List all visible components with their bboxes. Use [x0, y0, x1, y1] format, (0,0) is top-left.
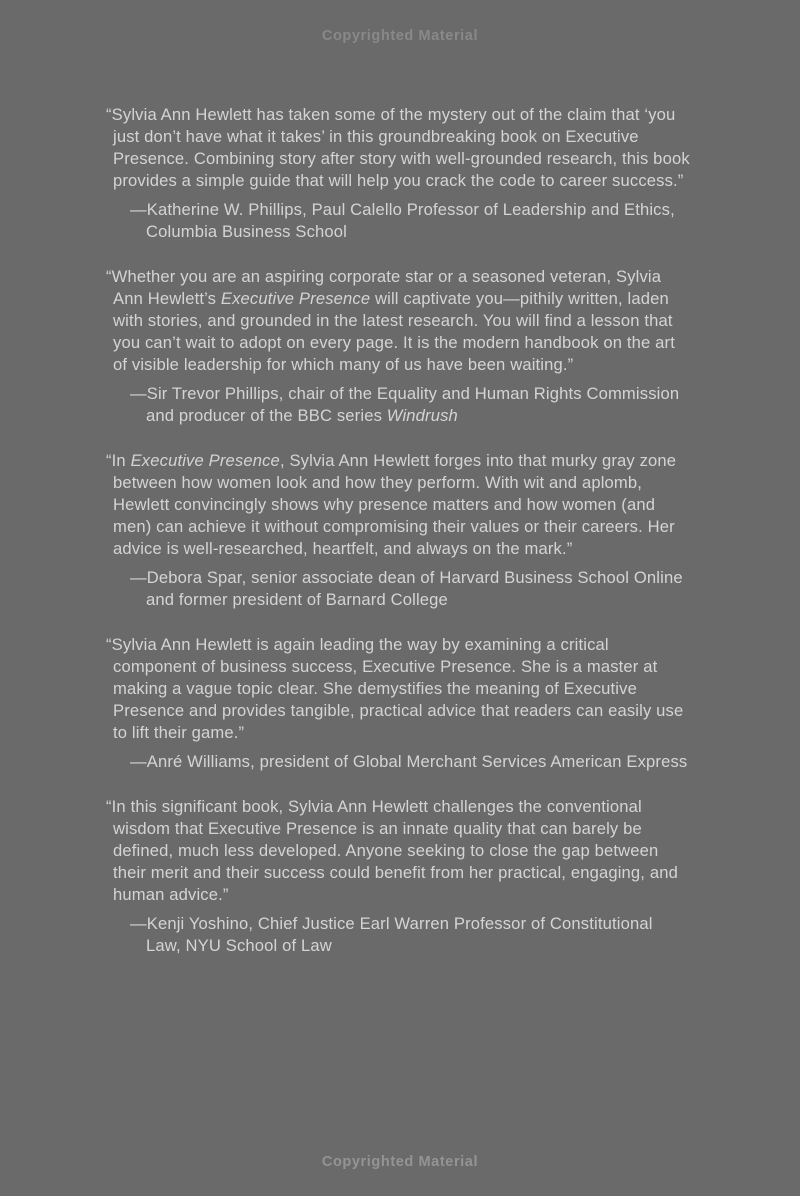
quote-segment: “Sylvia Ann Hewlett has taken some of the mystery out of the claim that ‘you just don’t have what it takes’ in this groundbreaking book on Executive Presence. Combining story after story with well-grounded research, this book provides a simple guide that will help you crack the code to career success.”	[106, 105, 690, 190]
endorsement	[106, 104, 691, 243]
endorsement-attribution	[113, 199, 691, 243]
endorsement-attribution	[113, 751, 691, 773]
attribution-segment: —Katherine W. Phillips, Paul Calello Professor of Leadership and Ethics, Columbia Business School	[130, 200, 675, 241]
attribution-segment: —Anré Williams, president of Global Merchant Services American Express	[130, 752, 688, 771]
endorsements-list	[106, 104, 691, 980]
endorsement	[106, 450, 691, 611]
quote-segment: “Sylvia Ann Hewlett is again leading the way by examining a critical component of business success, Executive Presence. She is a master at making a vague topic clear. She demystifies the meaning of Executive Presence and provides tangible, practical advice that readers can easily use to lift their game.”	[106, 635, 684, 742]
endorsement-quote	[106, 266, 691, 376]
endorsement-attribution	[113, 913, 691, 957]
quote-segment: , Sylvia Ann Hewlett forges into that murky gray zone between how women look and how they perform. With wit and aplomb, Hewlett convincingly shows why presence matters and how women (and men) can achieve it without compromising their values or their careers. Her advice is well-researched, heartfelt, and always on the mark.”	[113, 451, 677, 558]
endorsement-quote	[106, 796, 691, 906]
endorsement-quote	[106, 450, 691, 560]
endorsement	[106, 266, 691, 427]
attribution-segment: —Debora Spar, senior associate dean of Harvard Business School Online and former president of Barnard College	[130, 568, 683, 609]
copyright-watermark-bottom: Copyrighted Material	[321, 1154, 479, 1170]
quote-segment: “Whether you are an aspiring corporate star or a seasoned veteran, Sylvia Ann Hewlett’s	[106, 267, 662, 308]
book-title-italic: Executive Presence	[130, 451, 280, 470]
endorsement-attribution	[113, 567, 691, 611]
attribution-segment: —Sir Trevor Phillips, chair of the Equality and Human Rights Commission and producer of the BBC series	[130, 384, 680, 425]
book-title-italic: Executive Presence	[220, 289, 371, 308]
series-title-italic: Windrush	[386, 406, 458, 425]
quote-segment: “In this significant book, Sylvia Ann Hewlett challenges the conventional wisdom that Executive Presence is an innate quality that can barely be defined, much less developed. Anyone seeking to close the gap between their merit and their success could benefit from her practical, engaging, and human advice.”	[106, 797, 678, 904]
endorsement-quote	[106, 634, 691, 744]
endorsement-attribution	[113, 383, 691, 427]
attribution-segment: —Kenji Yoshino, Chief Justice Earl Warren Professor of Constitutional Law, NYU School of Law	[130, 914, 653, 955]
quote-segment: will captivate you—pithily written, laden with stories, and grounded in the latest research. You will find a lesson that you can’t wait to adopt on every page. It is the modern handbook on the art of visible leadership for which many of us have been waiting.”	[113, 289, 675, 374]
endorsement-quote	[106, 104, 691, 192]
copyright-watermark-top: Copyrighted Material	[321, 28, 479, 44]
endorsement	[106, 634, 691, 773]
endorsement	[106, 796, 691, 957]
quote-segment: “In	[106, 451, 131, 470]
